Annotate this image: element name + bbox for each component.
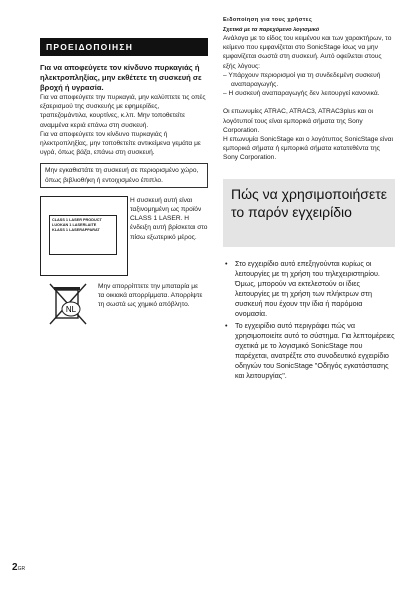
laser-label-line: KLASS 1 LASERAPPARAT <box>52 227 100 232</box>
laser-description: Η συσκευή αυτή είναι ταξινομημένη ως προϊόν CLASS 1 LASER. Η ένδειξη αυτή βρίσκεται στο πίσω εξωτερικό μέρος. <box>130 196 208 241</box>
battery-description: Μην απορρίπτετε την μπαταρία με τα οικιακά απορρίμματα. Απορρίψτε τη σωστά ως χημικό απόβλητο. <box>98 282 203 309</box>
howto-bullets <box>223 259 395 381</box>
laser-label-plate <box>49 215 117 255</box>
howto-title: Πώς να χρησιμοποιήσετε το παρόν εγχειρίδιο <box>231 185 387 220</box>
laser-label-line: CLASS 1 LASER PRODUCT <box>52 217 102 222</box>
warning-intro: Για να αποφεύγετε τον κίνδυνο πυρκαγιάς ή ηλεκτροπληξίας, μην εκθέτετε τη συσκευή σε βροχή ή υγρασία. <box>40 63 202 92</box>
list-item: – Υπάρχουν περιορισμοί για τη συνδεδεμένη συσκευή αναπαραγωγής. <box>223 71 381 89</box>
list-item: • Το εγχειρίδιο αυτό περιγράφει πώς να χρησιμοποιείτε αυτό το σύστημα. Για λεπτομέρειες σχετικά με το λογισμικό SonicStage που παρέχεται, ανατρέξτε στο συνοδευτικό εγχειρίδιο οδηγιών του SonicStage "Οδηγός εγκατάστασης και λειτουργίας". <box>223 321 395 381</box>
left-column <box>40 38 208 342</box>
page-language-code: GR <box>17 566 26 572</box>
warning-header: ΠΡΟΕΙΔΟΠΟΙΗΣΗ <box>40 38 208 56</box>
fire-paragraph: Για να αποφεύγετε την πυρκαγιά, μην καλύπτετε τις οπές εξαερισμού της συσκευής με εφημερίδες, τραπεζομάντιλα, κουρτίνες, κ.λπ. Μην τοποθετείτε αναμμένα κεριά επάνω στη συσκευή. <box>40 94 206 129</box>
notice-list <box>223 71 395 99</box>
battery-badge: NL <box>65 304 77 314</box>
trademark-atrac: Οι επωνυμίες ATRAC, ATRAC3, ATRAC3plus και οι λογότυποί τους είναι εμπορικά σήματα της Sony Corporation. <box>223 108 373 134</box>
laser-label-image <box>40 196 128 276</box>
installation-note: Μην εγκαθιστάτε τη συσκευή σε περιορισμένο χώρο, όπως βιβλιοθήκη ή εντοιχισμένο έπιπλο. <box>40 163 208 187</box>
laser-label-line: LUOKAN 1 LASERLAITE <box>52 222 97 227</box>
page-number <box>12 562 25 573</box>
howto-box <box>223 179 395 247</box>
notice-subheading: Σχετικά με τα παρεχόμενο λογισμικό <box>223 27 320 33</box>
notice-text: Ανάλογα με το είδος του κειμένου και των χαρακτήρων, το κείμενο που εμφανίζεται στο SonicStage ίσως να μην εμφανίζεται σωστά στη συσκευή. Αυτό οφείλεται στους εξής λόγους: <box>223 35 392 70</box>
list-item: – Η συσκευή αναπαραγωγής δεν λειτουργεί κανονικά. <box>223 90 380 98</box>
laser-section <box>40 196 208 278</box>
notice-heading: Ειδοποίηση για τους χρήστες <box>223 17 313 23</box>
page-number-value: 2 <box>12 562 18 573</box>
shock-paragraph: Για να αποφεύγετε τον κίνδυνο πυρκαγιάς ή ηλεκτροπληξίας, μην τοποθετείτε αντικείμενα γεμάτα με υγρά, όπως βάζα, επάνω στη συσκευή. <box>40 130 201 157</box>
trademark-sonicstage: Η επωνυμία SonicStage και ο λογότυπος SonicStage είναι εμπορικά σήματα ή εμπορικά σήματα κατατεθέντα της Sony Corporation. <box>223 136 393 162</box>
battery-section <box>40 282 208 342</box>
right-column <box>223 16 395 383</box>
crossed-bin-icon <box>46 282 90 328</box>
list-item: • Στο εγχειρίδιο αυτό επεξηγούνται κυρίως οι λειτουργίες με τη χρήση του τηλεχειριστηρίου. Όμως, μπορούν να εκτελεστούν οι ίδιες λειτουργίες με τη χρήση των πλήκτρων στη συσκευή που έχουν την ίδια ή παρόμοια ονομασία. <box>223 259 395 319</box>
